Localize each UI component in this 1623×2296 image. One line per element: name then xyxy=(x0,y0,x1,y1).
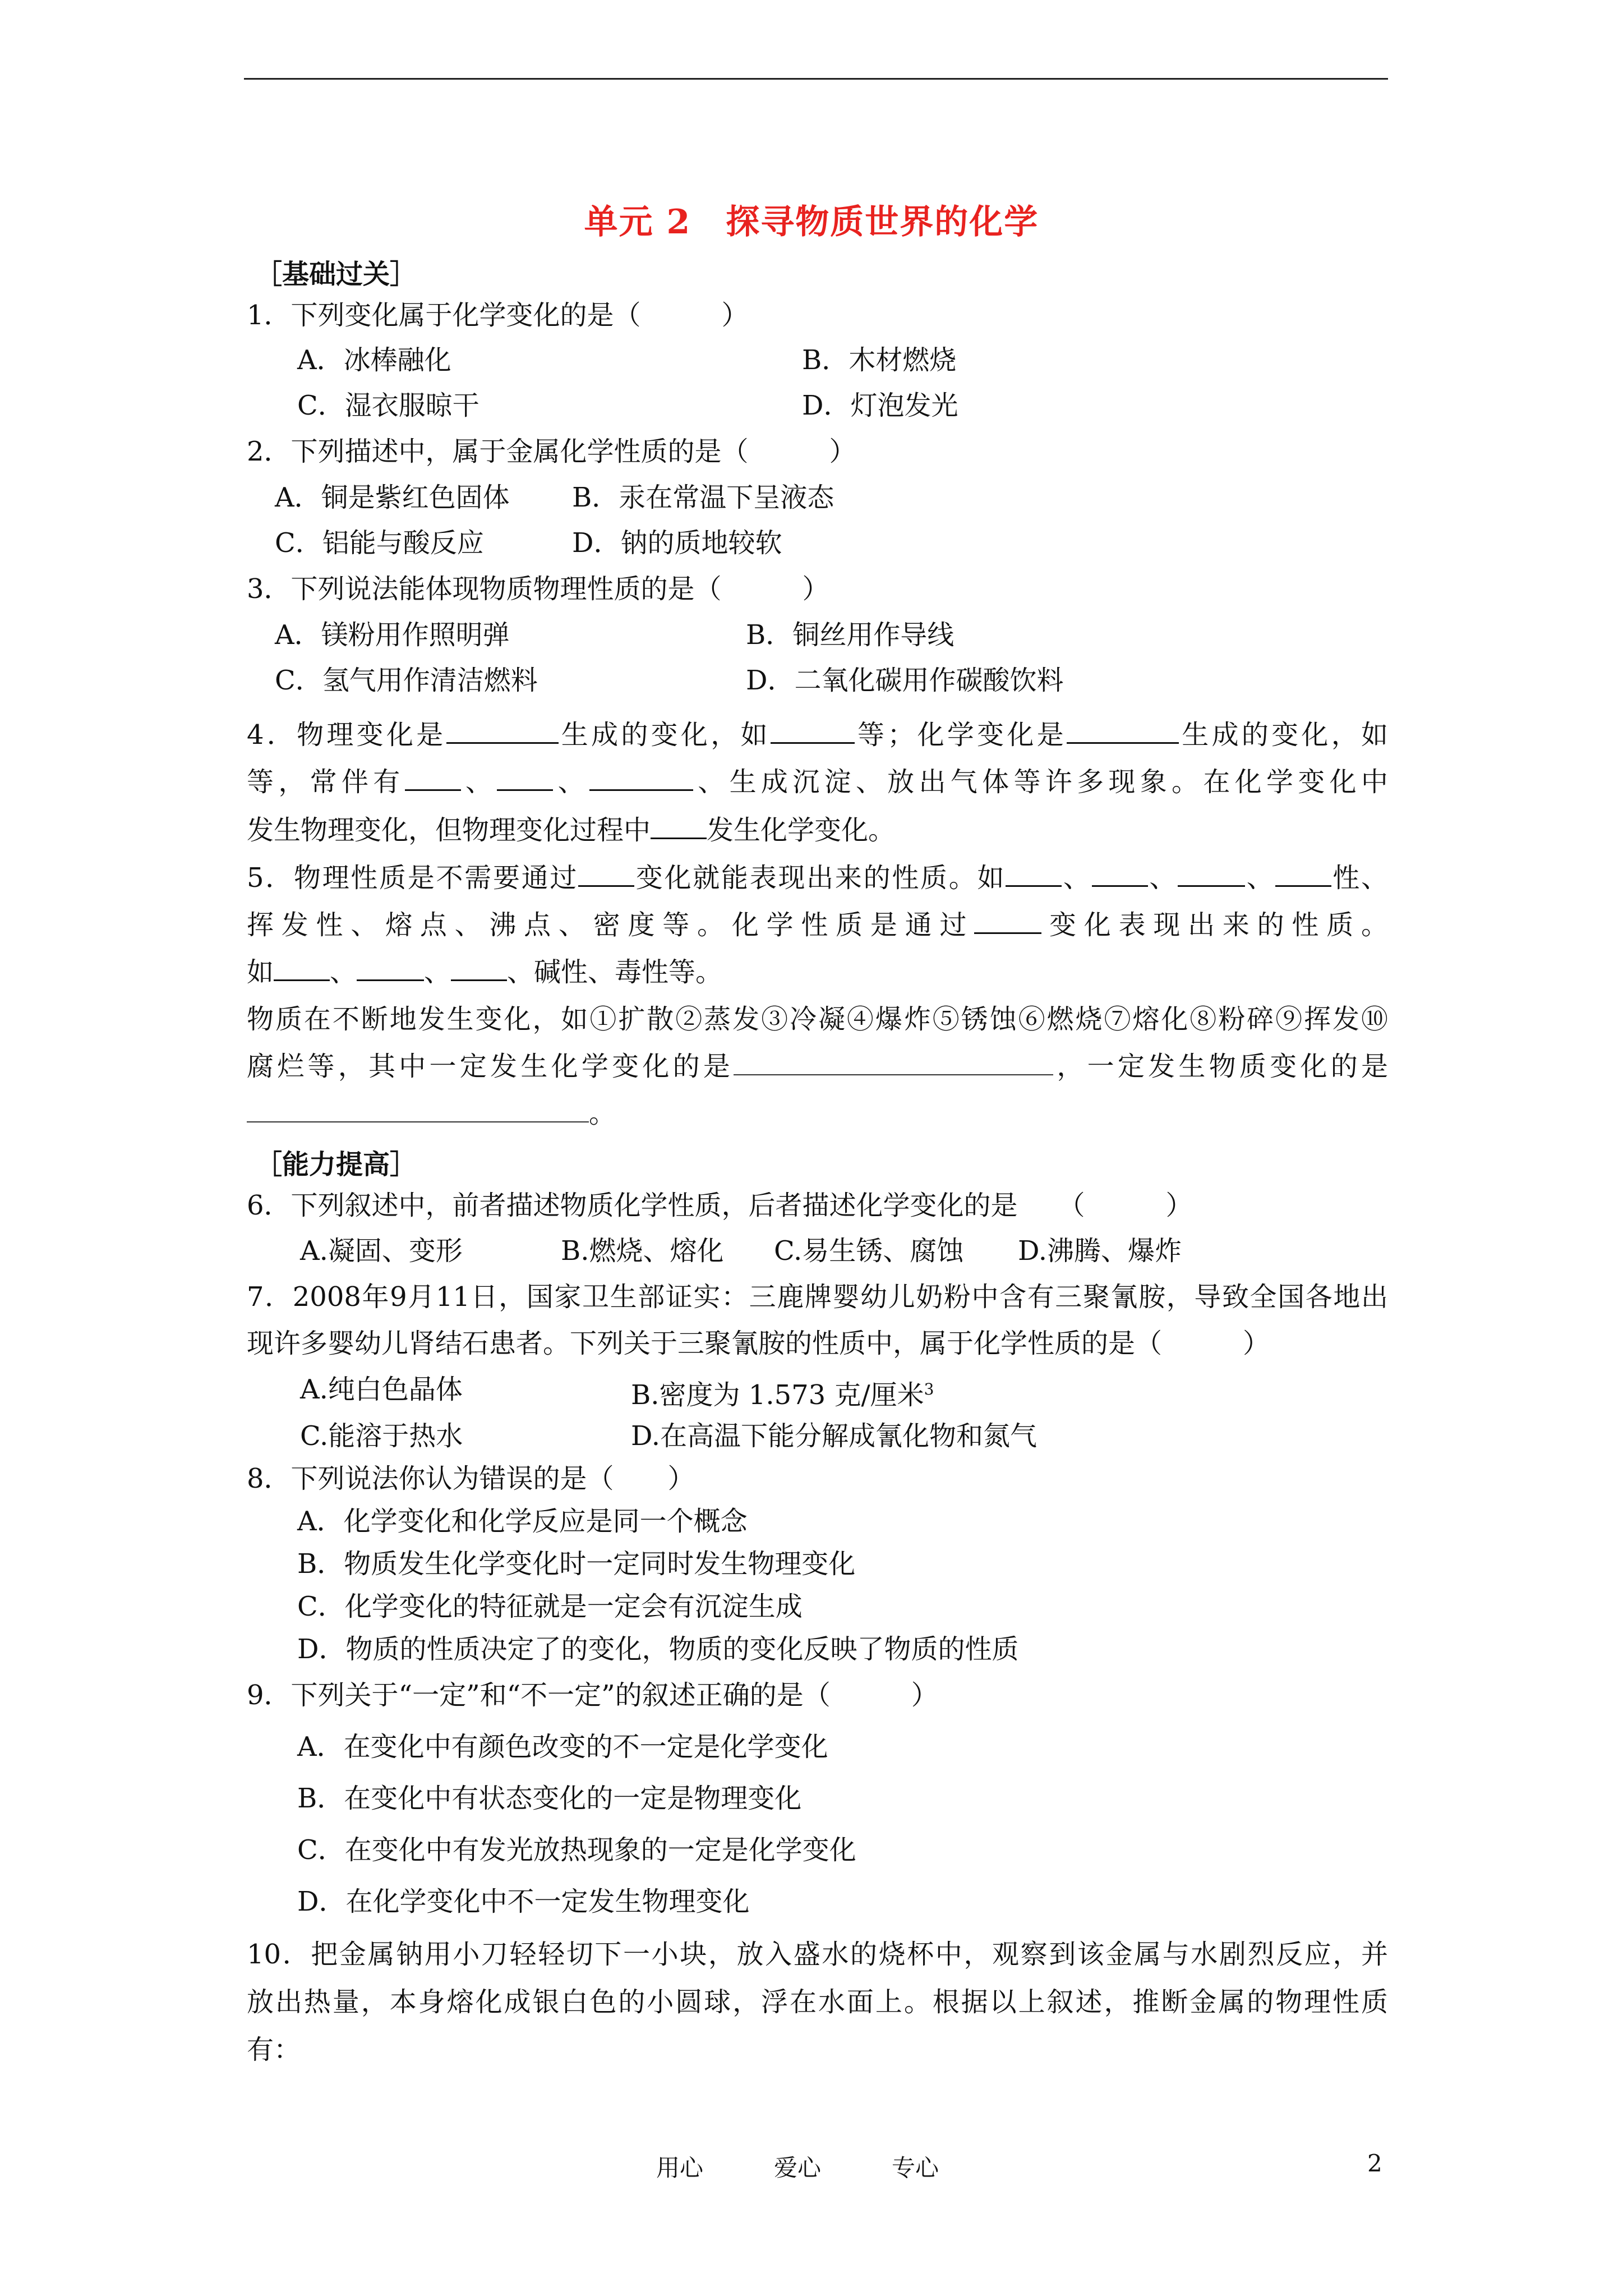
question-1-option-a: A．冰棒融化 xyxy=(297,344,451,376)
answer-blank xyxy=(497,767,553,791)
question-5b-text: 物质在不断地发生变化，如①扩散②蒸发③冷凝④爆炸⑤锈蚀⑥燃烧⑦熔化⑧粉碎⑨挥发⑩ xyxy=(247,1004,1388,1035)
answer-blank xyxy=(578,863,634,887)
question-3-stem: 3．下列说法能体现物质物理性质的是（ ） xyxy=(247,573,829,605)
answer-blank xyxy=(974,910,1041,934)
question-2-option-c: C．铝能与酸反应 xyxy=(275,527,484,559)
answer-blank xyxy=(1006,863,1062,887)
question-10-line-3: 有： xyxy=(247,2034,301,2065)
answer-blank xyxy=(651,815,707,839)
question-5b-line-3 xyxy=(247,1097,616,1130)
question-8-option-b: B．物质发生化学变化时一定同时发生物理变化 xyxy=(297,1548,856,1580)
question-4-text: 4．物理变化是 xyxy=(247,719,446,751)
page-number: 2 xyxy=(1367,2150,1382,2177)
question-3-option-b: B．铜丝用作导线 xyxy=(746,619,955,651)
question-7-option-c: C.能溶于热水 xyxy=(300,1420,463,1452)
answer-blank xyxy=(1275,863,1331,887)
question-4-text: 等，常伴有 xyxy=(247,766,405,798)
page-title: 单元 2 探寻物质世界的化学 xyxy=(584,203,1039,242)
question-4-text: 生成的变化，如 xyxy=(1179,719,1388,751)
question-6-option-c: C.易生锈、腐蚀 xyxy=(774,1235,964,1267)
question-5-line-1 xyxy=(247,861,1388,895)
answer-blank xyxy=(734,1052,1053,1075)
question-2-option-b: B．汞在常温下呈液态 xyxy=(572,482,834,513)
question-7-option-b-text: B.密度为 1.573 克/厘米 xyxy=(631,1379,924,1411)
question-5b-line-2 xyxy=(247,1050,1388,1083)
question-5-text: 、 xyxy=(1147,862,1178,894)
question-2-option-a: A．铜是紫红色固体 xyxy=(275,482,510,513)
question-7-line-1 xyxy=(247,1280,1388,1314)
question-5-text: 、 xyxy=(424,956,451,988)
question-4-text: 发生化学变化。 xyxy=(707,815,896,846)
question-4-text: 等；化学变化是 xyxy=(854,719,1067,751)
question-7-text: 7．2008年9月11日，国家卫生部证实：三鹿牌婴幼儿奶粉中含有三聚氰胺，导致全国各地出 xyxy=(247,1281,1388,1313)
question-7-line-2: 现许多婴幼儿肾结石患者。下列关于三聚氰胺的性质中，属于化学性质的是（ ） xyxy=(247,1328,1270,1359)
answer-blank xyxy=(771,720,855,744)
question-5-text: 、 xyxy=(330,956,357,988)
question-8-stem: 8．下列说法你认为错误的是（ ） xyxy=(247,1463,695,1494)
question-8-option-c: C．化学变化的特征就是一定会有沉淀生成 xyxy=(297,1591,803,1622)
answer-blank xyxy=(589,767,693,791)
question-5-line-2 xyxy=(247,908,1388,942)
question-7-option-a: A.纯白色晶体 xyxy=(300,1374,463,1405)
question-9-option-a: A．在变化中有颜色改变的不一定是化学变化 xyxy=(297,1731,828,1763)
question-1-option-b: B．木材燃烧 xyxy=(802,344,957,376)
question-5-text: 5．物理性质是不需要通过 xyxy=(247,862,579,894)
question-7-option-b xyxy=(631,1373,934,1412)
question-9-stem: 9．下列关于“一定”和“不一定”的叙述正确的是（ ） xyxy=(247,1680,938,1711)
question-1-option-c: C．湿衣服晾干 xyxy=(297,390,479,421)
question-3-option-a: A．镁粉用作照明弹 xyxy=(275,619,510,651)
question-6-stem: 6．下列叙述中，前者描述物质化学性质，后者描述化学变化的是 （ ） xyxy=(247,1190,1193,1221)
superscript: 3 xyxy=(924,1380,934,1398)
section-heading-basic: ［基础过关］ xyxy=(255,259,417,290)
answer-blank xyxy=(1067,720,1179,744)
question-4-text: 发生物理变化，但物理变化过程中 xyxy=(247,815,651,846)
question-10-text: 10．把金属钠用小刀轻轻切下一小块，放入盛水的烧杯中，观察到该金属与水剧烈反应，并 xyxy=(247,1939,1388,1970)
question-4-text: 、 xyxy=(460,766,497,798)
question-5-text: 性、 xyxy=(1331,862,1388,894)
answer-blank xyxy=(451,957,507,981)
question-5b-text: ，一定发生物质变化的是 xyxy=(1053,1051,1388,1082)
question-10-text: 放出热量，本身熔化成银白色的小圆球，浮在水面上。根据以上叙述，推断金属的物理性质 xyxy=(247,1986,1388,2018)
question-5b-text: 腐烂等，其中一定发生化学变化的是 xyxy=(247,1051,734,1082)
answer-blank xyxy=(357,957,424,981)
question-7-option-d: D.在高温下能分解成氰化物和氮气 xyxy=(631,1420,1038,1452)
question-5-line-3 xyxy=(247,955,722,989)
question-6-option-b: B.燃烧、熔化 xyxy=(561,1235,724,1267)
question-5-text: 、 xyxy=(1062,862,1092,894)
header-rule xyxy=(244,78,1388,80)
question-4-text: 、 xyxy=(553,766,589,798)
question-9-option-d: D．在化学变化中不一定发生物理变化 xyxy=(297,1886,750,1917)
question-2-option-d: D．钠的质地较软 xyxy=(572,527,782,559)
question-9-option-b: B．在变化中有状态变化的一定是物理变化 xyxy=(297,1783,802,1814)
question-9-option-c: C．在变化中有发光放热现象的一定是化学变化 xyxy=(297,1834,856,1866)
question-10-line-2 xyxy=(247,1985,1388,2019)
question-5b-text: 。 xyxy=(589,1098,616,1129)
question-4-text: 生成的变化，如 xyxy=(558,719,771,751)
question-1-stem: 1．下列变化属于化学变化的是（ ） xyxy=(247,300,749,331)
question-8-option-a: A．化学变化和化学反应是同一个概念 xyxy=(297,1506,748,1537)
question-4-text: 、生成沉淀、放出气体等许多现象。在化学变化中 xyxy=(693,766,1388,798)
question-1-option-d: D．灯泡发光 xyxy=(802,390,958,421)
answer-blank xyxy=(446,720,559,744)
question-5-text: 变化表现出来的性质。 xyxy=(1041,909,1388,941)
question-5-text: 挥发性、熔点、沸点、密度等。化学性质是通过 xyxy=(247,909,975,941)
question-6-option-d: D.沸腾、爆炸 xyxy=(1018,1235,1182,1267)
question-5-text: 、 xyxy=(1245,862,1275,894)
question-8-option-d: D．物质的性质决定了的变化，物质的变化反映了物质的性质 xyxy=(297,1634,1019,1665)
question-5b-line-1 xyxy=(247,1002,1388,1036)
question-5-text: 、碱性、毒性等。 xyxy=(507,956,723,988)
question-10-line-1 xyxy=(247,1938,1388,1971)
question-2-stem: 2．下列描述中，属于金属化学性质的是（ ） xyxy=(247,436,856,467)
question-3-option-c: C．氢气用作清洁燃料 xyxy=(275,665,538,696)
section-heading-advanced: ［能力提高］ xyxy=(255,1149,417,1180)
answer-blank xyxy=(247,1099,589,1122)
question-5-text: 变化就能表现出来的性质。如 xyxy=(634,862,1006,894)
answer-blank xyxy=(1092,863,1148,887)
answer-blank xyxy=(274,957,330,981)
question-4-line-1 xyxy=(247,718,1388,752)
question-3-option-d: D．二氧化碳用作碳酸饮料 xyxy=(746,665,1064,696)
answer-blank xyxy=(405,767,461,791)
footer-motto: 用心 爱心 专心 xyxy=(656,2154,939,2182)
question-4-line-2 xyxy=(247,765,1388,799)
question-4-line-3 xyxy=(247,813,895,847)
answer-blank xyxy=(1178,863,1245,887)
question-5-text: 如 xyxy=(247,956,274,988)
question-6-option-a: A.凝固、变形 xyxy=(300,1235,463,1267)
